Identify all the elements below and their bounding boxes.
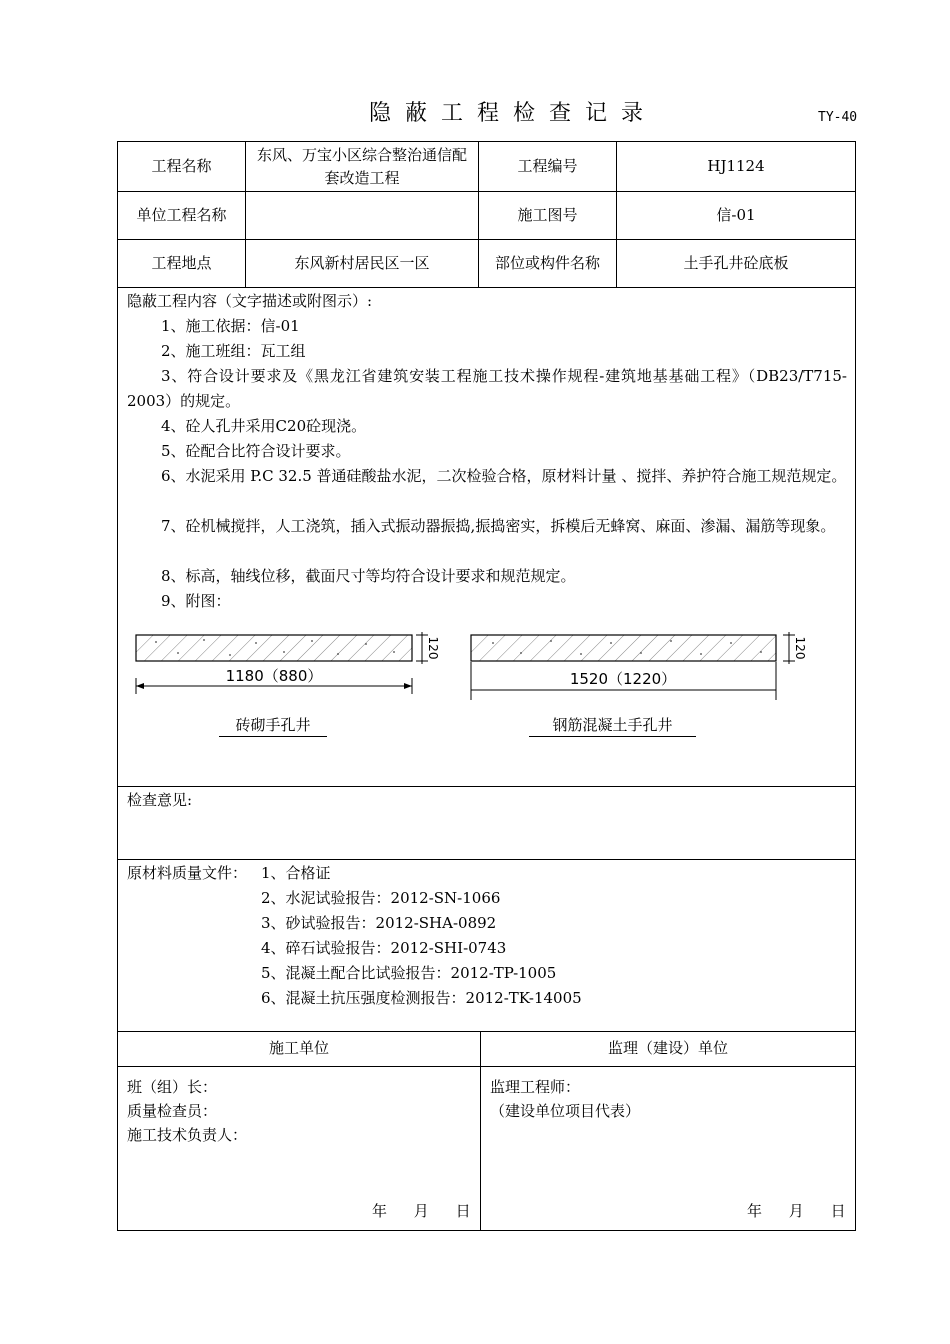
- length-label: 1520（1220）: [569, 670, 677, 688]
- concrete-hole-drawing: [461, 628, 813, 704]
- materials-item: 5、混凝土配合比试验报告：2012-TP-1005: [261, 964, 557, 982]
- materials-item: 4、碎石试验报告：2012-SHI-0743: [261, 939, 507, 957]
- drawing-no-value: 信-01: [716, 205, 756, 224]
- row-divider: [118, 786, 855, 787]
- unit-project-value: [246, 191, 478, 239]
- project-name-value: 东风、万宝小区综合整治通信配套改造工程: [256, 145, 467, 187]
- length-label: 1180（880）: [225, 667, 323, 685]
- thickness-label: 120: [793, 636, 807, 660]
- left-drawing-caption: 砖砌手孔井: [219, 714, 327, 737]
- quality-inspector-label: 质量检查员：: [127, 1102, 218, 1120]
- date-month: 月: [413, 1202, 429, 1220]
- record-form: [117, 141, 856, 1231]
- owner-rep-label: （建设单位项目代表）: [490, 1102, 641, 1120]
- date-year: 年: [372, 1202, 388, 1220]
- project-no-label: 工程编号: [517, 157, 578, 175]
- form-code: TY-40: [818, 110, 858, 125]
- content-item: 6、水泥采用 P.C 32.5 普通硅酸盐水泥，二次检验合格，原材料计量 、搅拌、养护符合施工规范规定。: [161, 467, 847, 485]
- content-item: 2、施工班组：瓦工组: [161, 342, 306, 360]
- content-item: 8、标高，轴线位移，截面尺寸等均符合设计要求和规范规定。: [161, 567, 576, 585]
- row-divider: [118, 1066, 855, 1067]
- component-value: 土手孔井砼底板: [683, 253, 789, 272]
- supervision-unit-header: 监理（建设）单位: [607, 1039, 728, 1057]
- location-value: 东风新村居民区一区: [294, 253, 430, 272]
- location-label: 工程地点: [151, 253, 212, 272]
- content-item: 9、附图：: [161, 592, 231, 610]
- thickness-label: 120: [426, 636, 440, 660]
- component-label: 部位或构件名称: [494, 253, 600, 272]
- materials-label: 原材料质量文件：: [127, 864, 248, 882]
- slab-section: [471, 635, 776, 661]
- date-year: 年: [747, 1202, 763, 1220]
- materials-item: 6、混凝土抗压强度检测报告：2012-TK-14005: [261, 989, 582, 1007]
- content-item: 5、砼配合比符合设计要求。: [161, 442, 351, 460]
- content-heading: 隐蔽工程内容（文字描述或附图示）:: [127, 292, 373, 310]
- unit-project-label: 单位工程名称: [136, 205, 227, 224]
- content-item: 3、符合设计要求及《黑龙江省建筑安装工程施工技术操作规程-建筑地基基础工程》（DB23/T715-2003）的规定。: [127, 367, 847, 410]
- tech-lead-label: 施工技术负责人：: [127, 1126, 248, 1144]
- materials-item: 3、砂试验报告：2012-SHA-0892: [261, 914, 497, 932]
- content-item: 4、砼人孔井采用C20砼现浇。: [161, 417, 367, 435]
- construction-date: [372, 1200, 493, 1221]
- slab-section: [136, 635, 412, 661]
- brick-hole-drawing: [126, 628, 452, 700]
- drawing-no-label: 施工图号: [517, 205, 578, 224]
- row-divider: [118, 287, 855, 288]
- project-name-label: 工程名称: [151, 157, 212, 175]
- team-leader-label: 班（组）长：: [127, 1078, 218, 1096]
- supervisor-label: 监理工程师：: [490, 1078, 581, 1096]
- inspection-label: 检查意见:: [127, 791, 193, 809]
- materials-item: 2、水泥试验报告：2012-SN-1066: [261, 889, 501, 907]
- content-item: 1、施工依据：信-01: [161, 317, 300, 335]
- content-item: 7、砼机械搅拌，人工浇筑，插入式振动器振捣,振捣密实，拆模后无蜂窝、麻面、渗漏、漏筋等现象。: [161, 517, 836, 535]
- row-divider: [118, 859, 855, 860]
- date-day: 日: [455, 1202, 471, 1220]
- date-day: 日: [830, 1202, 846, 1220]
- document-title: 隐蔽工程检查记录: [368, 101, 657, 126]
- date-month: 月: [788, 1202, 804, 1220]
- construction-unit-header: 施工单位: [268, 1039, 329, 1057]
- supervision-date: [747, 1200, 868, 1221]
- right-drawing-caption: 钢筋混凝土手孔井: [529, 714, 696, 737]
- materials-item: 1、合格证: [261, 864, 331, 882]
- project-no-value: HJ1124: [707, 157, 765, 175]
